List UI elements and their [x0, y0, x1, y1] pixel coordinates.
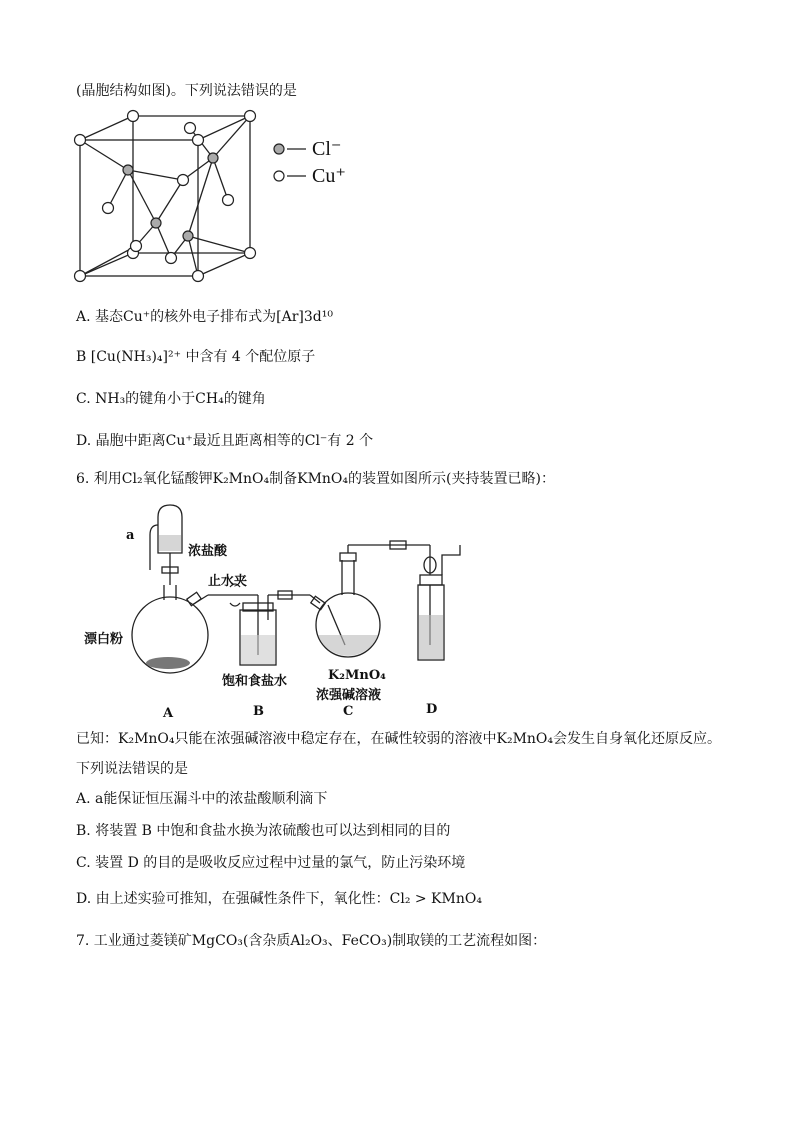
q6-option-a: A. a能保证恒压漏斗中的浓盐酸顺利滴下 — [76, 791, 328, 807]
q5-option-d: D. 晶胞中距离Cu⁺最近且距离相等的Cl⁻有 2 个 — [76, 433, 374, 449]
legend-cu: Cu⁺ — [312, 165, 346, 187]
apparatus-figure — [80, 495, 480, 695]
q5-option-b: B [Cu(NH₃)₄]²⁺ 中含有 4 个配位原子 — [76, 349, 316, 365]
crystal-cell-figure — [68, 108, 268, 288]
q6-stem: 6. 利用Cl₂氧化锰酸钾K₂MnO₄制备KMnO₄的装置如图所示(夹持装置已略)： — [76, 471, 555, 487]
q5-option-c: C. NH₃的键角小于CH₄的键角 — [76, 391, 266, 407]
legend-cl: Cl⁻ — [312, 138, 342, 160]
q7-stem: 7. 工业通过菱镁矿MgCO₃(含杂质Al₂O₃、FeCO₃)制取镁的工艺流程如图： — [76, 933, 547, 949]
q5-option-a: A. 基态Cu⁺的核外电子排布式为[Ar]3d¹⁰ — [76, 309, 333, 325]
q6-known: 已知：K₂MnO₄只能在浓强碱溶液中稳定存在，在碱性较弱的溶液中K₂MnO₄会发生自身氧化还原反应。 — [76, 731, 722, 747]
label-sat-nacl: 饱和食盐水 — [222, 674, 288, 689]
q6-option-b: B. 将装置 B 中饱和食盐水换为浓硫酸也可以达到相同的目的 — [76, 823, 451, 839]
q6-question: 下列说法错误的是 — [76, 761, 188, 777]
label-bleach: 漂白粉 — [84, 632, 124, 647]
label-conc-hcl: 浓盐酸 — [188, 544, 228, 559]
label-C: C — [343, 704, 354, 719]
q6-option-c: C. 装置 D 的目的是吸收反应过程中过量的氯气，防止污染环境 — [76, 855, 466, 871]
legend-cl-marker — [272, 142, 312, 156]
label-strong-base: 浓强碱溶液 — [316, 688, 382, 703]
q6-option-d: D. 由上述实验可推知，在强碱性条件下，氧化性：Cl₂ > KMnO₄ — [76, 891, 482, 907]
q5-intro: (晶胞结构如图)。下列说法错误的是 — [76, 83, 297, 99]
label-D: D — [426, 702, 438, 717]
label-B: B — [253, 704, 264, 719]
label-A: A — [163, 706, 174, 721]
label-k2mno4: K₂MnO₄ — [328, 668, 386, 683]
label-clamp: 止水夹 — [208, 574, 248, 589]
label-a: a — [126, 528, 135, 543]
legend-cu-marker — [272, 169, 312, 183]
